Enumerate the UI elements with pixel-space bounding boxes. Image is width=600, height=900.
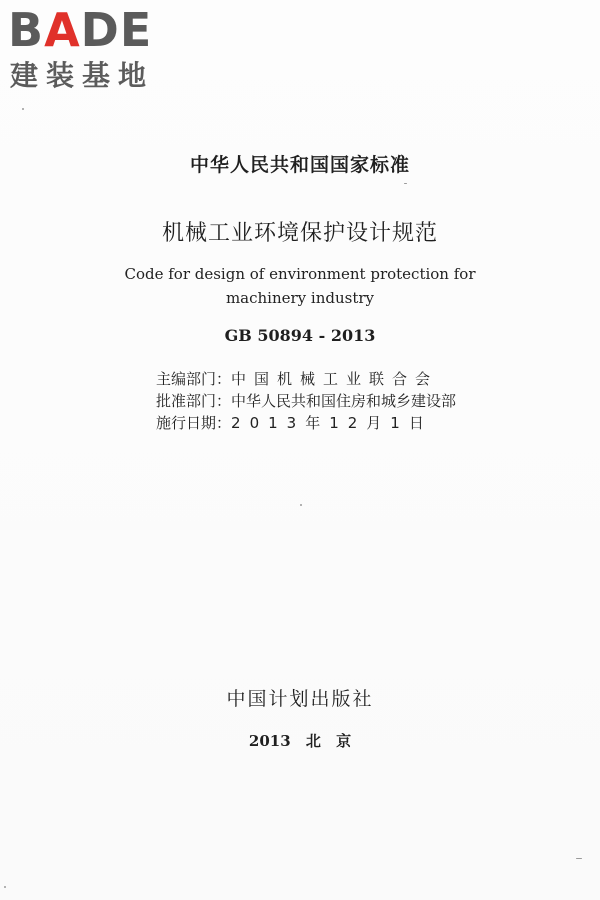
meta-colon: ： (216, 392, 232, 410)
meta-label: 批准部门 (156, 392, 217, 410)
meta-value: 中华人民共和国住房和城乡建设部 (231, 392, 457, 410)
title-english (0, 262, 600, 310)
meta-value: 中国机械工业联合会 (231, 370, 439, 388)
bade-logo-watermark (6, 4, 176, 94)
meta-label: 主编部门 (156, 370, 217, 388)
scan-speck (22, 108, 24, 110)
standard-code: GB 50894 - 2013 (224, 326, 376, 345)
standard-type: 中华人民共和国国家标准 (189, 154, 410, 176)
scan-speck (4, 886, 6, 888)
logo-wordmark: BADE (8, 3, 153, 57)
scan-speck (404, 183, 407, 184)
meta-colon: ： (216, 414, 232, 432)
title-english-line-1: Code for design of environment protection for (124, 265, 476, 283)
meta-row-approval (156, 390, 456, 412)
meta-label: 施行日期 (156, 414, 217, 432)
title-english-line-2: machinery industry (225, 289, 375, 307)
metadata-block (156, 368, 456, 434)
logo-subtitle: 建装基地 (10, 59, 155, 92)
publication-place-year: 2013 北 京 (248, 732, 352, 750)
meta-value: 2013年12月1日 (231, 414, 433, 432)
scan-speck (576, 858, 582, 859)
title-chinese: 机械工业环境保护设计规范 (161, 221, 438, 246)
scan-speck (300, 504, 302, 506)
meta-colon: ： (216, 370, 232, 388)
meta-row-chief-editor (156, 368, 456, 390)
publisher: 中国计划出版社 (226, 688, 374, 710)
meta-row-effective-date (156, 412, 456, 434)
